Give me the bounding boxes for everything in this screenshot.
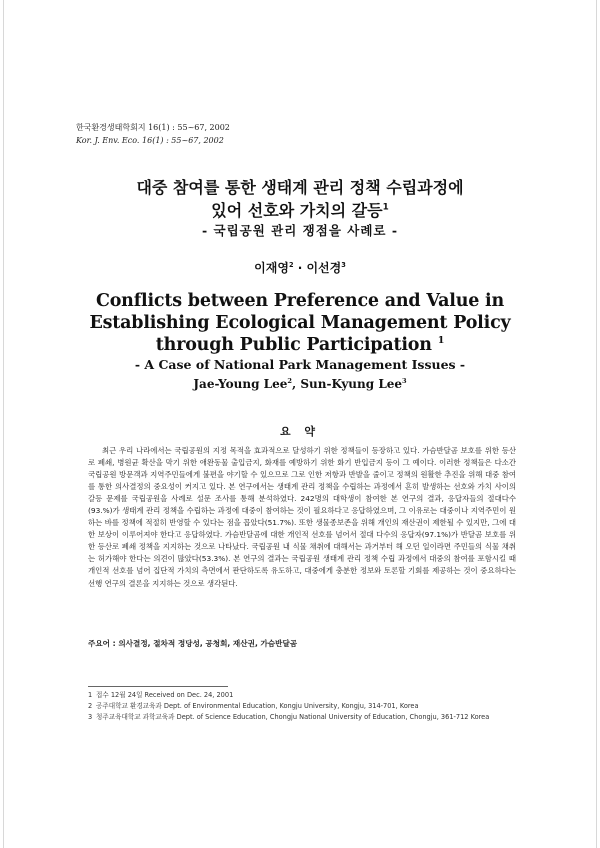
author-separator: · xyxy=(293,261,307,275)
footnote-ref: 2 xyxy=(288,261,294,269)
korean-title-line1: 대중 참여를 통한 생태계 관리 정책 수립과정에 xyxy=(136,178,464,197)
page-border-left xyxy=(3,0,4,848)
journal-citation xyxy=(76,121,230,147)
keywords-label: 주요어 : xyxy=(88,639,116,648)
korean-title-line2-text: 있어 선호와 가치의 갈등 xyxy=(211,201,383,220)
abstract-heading: 요 약 xyxy=(279,425,321,438)
author-separator: , xyxy=(291,377,301,391)
journal-citation-kr: 한국환경생태학회지 16(1) : 55~67, 2002 xyxy=(76,123,230,132)
footnote-ref: 3 xyxy=(341,261,346,269)
footnote xyxy=(88,701,518,712)
keywords-list: 의사결정, 절차적 정당성, 공청회, 재산권, 가슴반달곰 xyxy=(118,639,298,648)
footnote-ref: 1 xyxy=(437,335,445,347)
footnote xyxy=(88,712,518,723)
author-name: Sun-Kyung Lee xyxy=(300,377,403,391)
english-subtitle: - A Case of National Park Management Issues - xyxy=(134,357,466,372)
footnote-ref: 2 xyxy=(287,377,292,385)
footnote-text: 청주교육대학교 과학교육과 Dept. of Science Education, Chongju National University of Education, Chongju, 361-712 Korea xyxy=(96,713,490,721)
korean-title xyxy=(40,176,560,222)
footnote xyxy=(88,690,518,701)
abstract-body: 최근 우리 나라에서는 국립공원의 지정 목적을 효과적으로 달성하기 위한 정책들이 등장하고 있다. 가슴반달곰 보호를 위한 등산로 폐쇄, 병원균 확산을 막기 위한 애완동물 출입금지, 화재를 예방하기 위한 화기 반입금지 등이 그 예이다. 이러한 정책들은 다소간 국립공원 방문객과 지역주민들에게 불편을 야기할 수 있으므로 그로 인한 저항과 반발을 줄이고 정책의 원활한 추진을 위해 대중 참여를 통한 의사결정의 중요성이 커지고 있다. 본 연구에서는 생태계 관리 정책을 수립하는 과정에서 흔히 발생하는 선호와 가치 사이의 갈등 문제를 국립공원을 사례로 설문 조사를 통해 분석하였다. 242명의 대학생이 참여한 본 연구의 결과, 응답자들의 절대다수(93.%)가 생태계 관리 정책을 수립하는 과정에 대중이 참여하는 것이 필요하다고 응답하였으며, 그 이유로는 대중이나 지역주민이 원하는 바를 정책에 적절히 반영할 수 있다는 점을 꼽았다(51.7%). 또한 생물종보존을 위해 개인의 재산권이 제한될 수 있지만, 그에 대한 보상이 이루어져야 한다고 응답하였다. 가슴반달곰에 대한 개인적 선호를 넘어서 절대 다수의 응답자(97.1%)가 반달곰 보호를 위한 등산로 폐쇄 정책을 지지하는 것으로 나타났다. 국립공원 내 식물 채취에 대해서는 과거부터 해 오던 일이라면 주민들의 식물 채취는 허가해야 한다는 의견이 많았다(53.3%). 본 연구의 결과는 국립공원 생태계 관리 정책 수립 과정에서 대중의 참여를 포함시킬 때 개인적 선호를 넘어 집단적 가치의 측면에서 판단하도록 유도하고, 대중에게 충분한 정보와 토론할 기회를 제공하는 것이 중요하다는 선행 연구의 결론을 지지하는 것으로 생각된다. xyxy=(88,446,516,588)
korean-authors xyxy=(40,259,560,276)
author-name: 이재영 xyxy=(254,261,289,275)
footnote-ref: 3 xyxy=(402,377,407,385)
english-title xyxy=(30,290,570,356)
english-title-line3 xyxy=(30,334,570,356)
footnote-ref: 1 xyxy=(382,202,389,213)
footnote-number: 2 xyxy=(88,702,93,710)
footnote-text: 공주대학교 환경교육과 Dept. of Environmental Education, Kongju University, Kongju, 314-701, Korea xyxy=(96,702,419,710)
english-title-line1: Conflicts between Preference and Value in xyxy=(95,291,505,311)
english-authors xyxy=(30,377,570,391)
footnote-number: 3 xyxy=(88,713,93,721)
footnote-text: 접수 12월 24일 Received on Dec. 24, 2001 xyxy=(96,691,234,699)
korean-title-line2 xyxy=(40,199,560,222)
journal-citation-en: Kor. J. Env. Eco. 16(1) : 55~67, 2002 xyxy=(76,136,224,145)
page-border-right xyxy=(596,0,597,848)
korean-subtitle: - 국립공원 관리 쟁점을 사례로 - xyxy=(201,223,399,238)
author-name: 이선경 xyxy=(306,261,342,275)
footnote-divider xyxy=(88,686,228,687)
english-title-line2: Establishing Ecological Management Policy xyxy=(89,313,511,333)
footnotes xyxy=(88,690,518,723)
keywords xyxy=(88,638,516,649)
english-title-line3-text: through Public Participation xyxy=(155,335,432,355)
author-name: Jae-Young Lee xyxy=(193,377,288,391)
footnote-number: 1 xyxy=(88,691,93,699)
